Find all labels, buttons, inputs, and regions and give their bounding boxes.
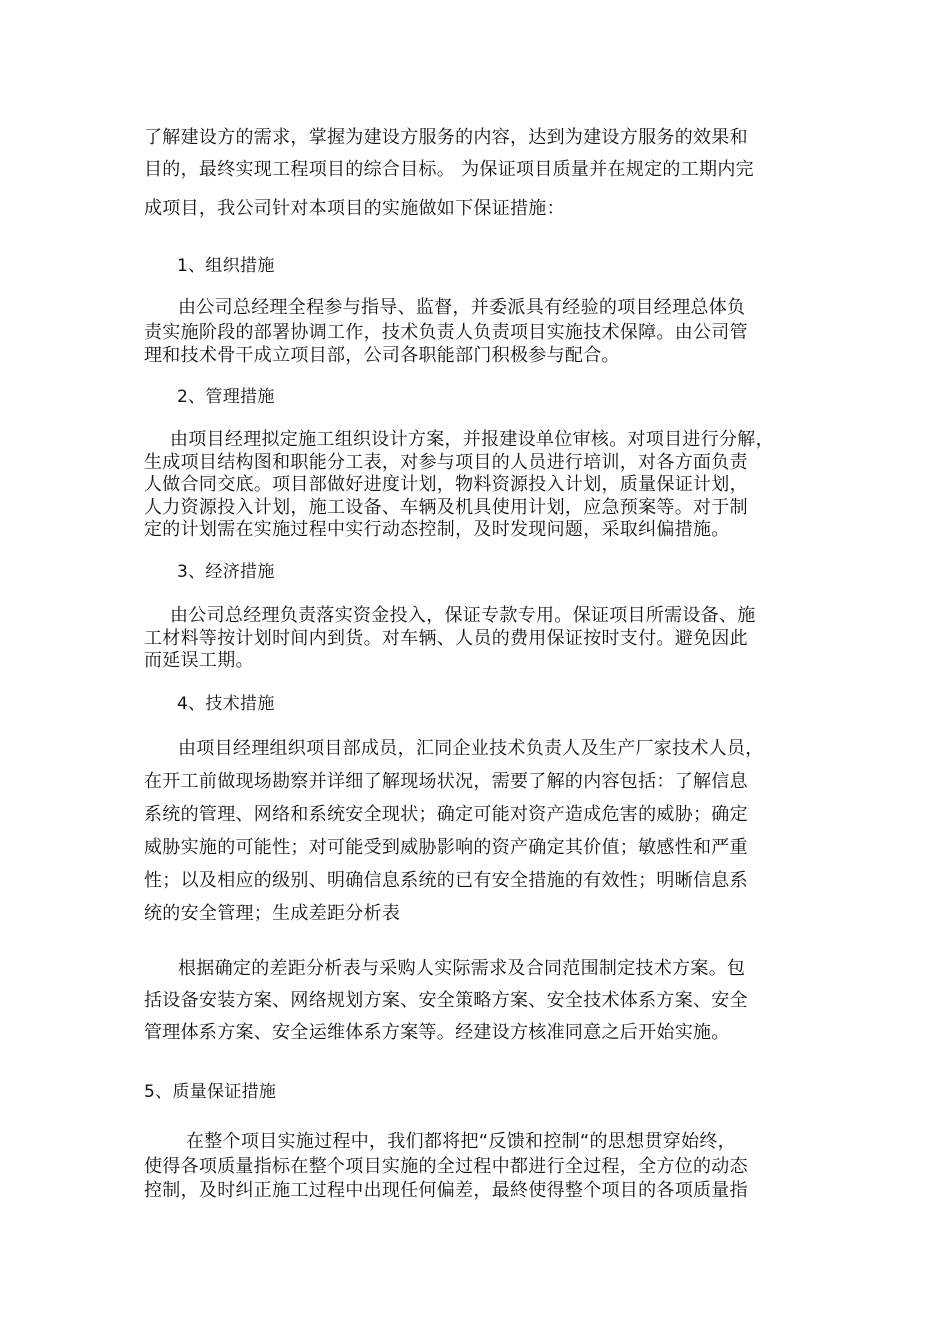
paragraph-line: 威胁实施的可能性；对可能受到威胁影响的资产确定其价值；敏感性和严重 bbox=[144, 837, 748, 858]
paragraph-line: 由公司总经理全程参与指导、监督，并委派具有经验的项目经理总体负 bbox=[178, 297, 746, 318]
section-heading: 1、组织措施 bbox=[177, 256, 275, 276]
paragraph-line: 由公司总经理负责落实资金投入，保证专款专用。保证项目所需设备、施 bbox=[170, 605, 756, 626]
paragraph-line: 理和技术骨干成立项目部，公司各职能部门积极参与配合。 bbox=[144, 345, 620, 366]
paragraph-line: 在开工前做现场勘察并详细了解现场状况，需要了解的内容包括：了解信息 bbox=[144, 771, 748, 792]
paragraph-line: 性；以及相应的级别、明确信息系统的已有安全措施的有效性；明晰信息系 bbox=[144, 870, 748, 891]
paragraph-line: 使得各项质量指标在整个项目实施的全过程中都进行全过程，全方位的动态 bbox=[144, 1156, 748, 1177]
paragraph-line: 定的计划需在实施过程中实行动态控制，及时发现问题，采取纠偏措施。 bbox=[144, 519, 730, 540]
paragraph-line: 由项目经理拟定施工组织设计方案，并报建设单位审核。对项目进行分解， bbox=[170, 429, 774, 450]
paragraph-line: 在整个项目实施过程中，我们都将把“反馈和控制“的思想贯穿始终， bbox=[186, 1131, 736, 1152]
paragraph-line: 人做合同交底。项目部做好进度计划，物料资源投入计划，质量保证计划， bbox=[144, 474, 748, 495]
section-heading: 5、质量保证措施 bbox=[144, 1082, 277, 1102]
intro-line: 成项目，我公司针对本项目的实施做如下保证措施： bbox=[144, 198, 565, 219]
paragraph-line: 系统的管理、网络和系统安全现状；确定可能对资产造成危害的威胁；确定 bbox=[144, 804, 748, 825]
paragraph-line: 管理体系方案、安全运维体系方案等。经建设方核准同意之后开始实施。 bbox=[144, 1022, 730, 1043]
paragraph-line: 责实施阶段的部署协调工作，技术负责人负责项目实施技术保障。由公司管 bbox=[144, 322, 748, 343]
paragraph-line: 控制，及时纠正施工过程中出现任何偏差，最終使得整个项目的各项质量指 bbox=[144, 1180, 748, 1201]
paragraph-line: 统的安全管理；生成差距分析表 bbox=[144, 903, 401, 924]
section-heading: 4、技术措施 bbox=[177, 694, 275, 714]
paragraph-line: 根据确定的差距分析表与采购人实际需求及合同范围制定技术方案。包 bbox=[178, 958, 746, 979]
paragraph-line: 生成项目结构图和职能分工表，对参与项目的人员进行培训，对各方面负责 bbox=[144, 452, 748, 473]
paragraph-line: 括设备安装方案、网络规划方案、安全策略方案、安全技术体系方案、安全 bbox=[144, 990, 748, 1011]
paragraph-line: 工材料等按计划时间内到货。对车辆、人员的费用保证按时支付。避免因此 bbox=[144, 628, 748, 649]
intro-line: 目的，最终实现工程项目的综合目标。 为保证项目质量并在规定的工期内完 bbox=[144, 159, 754, 180]
paragraph-line: 人力资源投入计划，施工设备、车辆及机具使用计划，应急预案等。对于制 bbox=[144, 497, 748, 518]
section-heading: 3、经济措施 bbox=[177, 562, 275, 582]
intro-line: 了解建设方的需求，掌握为建设方服务的内容，达到为建设方服务的效果和 bbox=[144, 127, 748, 148]
paragraph-line: 而延误工期。 bbox=[144, 650, 254, 671]
section-heading: 2、管理措施 bbox=[177, 387, 275, 407]
paragraph-line: 由项目经理组织项目部成员，汇同企业技术负责人及生产厂家技术人员， bbox=[178, 738, 764, 759]
